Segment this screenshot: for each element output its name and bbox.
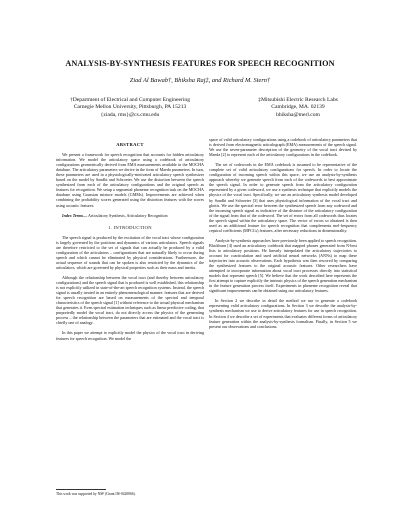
intro-paragraph: Although the relationship between the vocal tract (and thereby between articulatory configurations) and the speech signal that is produced is well established, this relationship is not explicitly utilized in state-of-the-art speech recognition systems. Instead, the speech signal is usually treated in an entirely phenomenological manner: features that are derived for speech recognition are based on measurements of the spectral and temporal characteristics of the speech signal [1] without reference to the actual physical mechanism that generates it. Even spectral estimation techniques such as linear predictive coding, that purportedly model the vocal tract, do not directly access the physics of the generating process – the relationship between the parameters that are estimated and the vocal tract is chiefly one of analogy. bbox=[56, 274, 204, 326]
intro-paragraph: In this paper we attempt to explicitly model the physics of the vocal tract in deriving features for speech recognition. We model the bbox=[56, 330, 204, 341]
abstract-heading: ABSTRACT bbox=[116, 142, 144, 147]
affiliation-line: Cambridge, MA. 02139 bbox=[271, 104, 325, 111]
footnote-divider bbox=[56, 489, 106, 490]
affiliation-line: †Department of Electrical and Computer Engineering bbox=[69, 97, 191, 103]
right-column bbox=[209, 137, 357, 329]
abstract-text: We present a framework for speech recognition that accounts for hidden articulatory information. We model the articulatory space using a codebook of articulatory configurations geometrically derived from EMA measurements available in the MOCHA database. The articulatory parameters we derive in the form of Maeda parameters. In turn, these parameters are used in a physiologically-motivated articulatory speech synthesizer based on the model by Sondhi and Schroeter. We use the distortion between the speech synthesized from each of the articulatory configurations and the original speech as features for recognition. We setup a segmental phoneme recognition task on the MOCHA database using Gaussian mixture models (GMMs). Improvements are achieved when combining the probability scores generated using the distortion features with the scores using acoustic features. bbox=[56, 152, 204, 208]
left-column bbox=[56, 135, 204, 341]
author-list: Ziad Al Bawab†, Bhiksha Raj‡, and Richard M. Stern† bbox=[129, 77, 271, 84]
body-paragraph: space of valid articulatory configurations using a codebook of articulatory parameters that is derived from electromagnetic articulograph (EMA) measurements of the speech signal. We use the seven-parameter description of the geometry of the vocal tract devised by Maeda [2] to represent each of the articulatory configurations in the codebook. bbox=[209, 137, 357, 158]
affiliation-line: ‡Mitsubishi Electric Research Labs bbox=[258, 97, 338, 103]
body-paragraph: The set of codewords in the EMA codebook is assumed to be representative of the complete set of valid articulatory configurations for speech. In order to locate the configuration of incoming speech within this space, we use an analysis-by-synthesis approach whereby we generate speech from each of the codewords to best approximate the speech signal. In order to generate speech from the articulatory configuration represented by a given codeword, we use a synthesis technique that explicitly models the physics of the vocal tract. Specifically, we use an articulatory synthesis model developed by Sondhi and Schroeter [3] that uses physiological information of the vocal tract and glottis. We use the spectral error between the synthesized speech from any codeword and the incoming speech signal as indicative of the distance of the articulatory configuration of the signal from that of the codeword. The set of errors from all codewords thus locates the speech signal within the articulatory space. The vector of errors so obtained is then used as an additional feature for speech recognition that complements mel-frequency cepstral coefficients (MFCCs) features, after necessary reductions in dimensionality. bbox=[209, 162, 357, 233]
affiliation-merl bbox=[238, 97, 358, 119]
affiliation-email: {ziada, rms}@cs.cmu.edu bbox=[100, 111, 160, 118]
body-paragraph: In Section 2 we describe in detail the method we use to generate a codebook representing valid articulatory configurations. In Section 3 we describe the analysis-by-synthesis mechanism we use to derive articulatory features for use in speech recognition. In Section 4 we describe a set of experiments that evaluates different forms of articulatory feature generation within the analysis-by-synthesis formalism. Finally, in Section 5 we present our observations and conclusions. bbox=[209, 298, 357, 329]
affiliation-email: bhiksha@merl.com bbox=[276, 111, 320, 118]
affiliation-line: Carnegie Mellon University, Pittsburgh, PA 15213 bbox=[73, 104, 187, 111]
body-paragraph: Analysis-by-synthesis approaches have previously been applied to speech recognition. Blackburn [4] used an articulatory codebook that mapped phones generated from N-best lists to articulatory positions. He linearly interpolated the articulatory trajectories to account for coarticulation and used artificial neural networks (ANNs) to map these trajectories into acoustic observations. Each hypothesis was then rescored by comparing the synthesized features to the original acoustic features. Other researchers have attempted to incorporate information about vocal tract processes directly into statistical models that represent speech [5]. We believe that the work described here represents the first attempt to capture explicitly the intrinsic physics of the speech generation mechanism in the feature generation process itself. Experiments in phoneme recognition reveal that significant improvements can be obtained using our articulatory features. bbox=[209, 237, 358, 294]
index-terms bbox=[56, 213, 204, 218]
funding-footnote: This work was supported by NSF (Grant IIS-0420866). bbox=[56, 492, 136, 496]
affiliation-cmu bbox=[55, 97, 205, 119]
intro-paragraph: The speech signal is produced by the excitation of the vocal tract whose configuration is largely governed by the positions and dynamics of various articulators. Speech signals are therefore restricted to the set of signals that can actually be produced by a valid configuration of the articulators – configurations that are naturally likely to occur during speech and which cannot be eliminated by physical considerations. Furthermore, the actual sequence of sounds that can be spoken is also restricted by the dynamics of the articulators, which are governed by physical properties such as their mass and inertia. bbox=[56, 234, 204, 270]
paper-title: ANALYSIS-BY-SYNTHESIS FEATURES FOR SPEECH RECOGNITION bbox=[65, 59, 335, 68]
abstract bbox=[56, 152, 204, 208]
index-terms-label: Index Terms— bbox=[62, 212, 88, 218]
section-heading: 1. INTRODUCTION bbox=[108, 224, 152, 230]
index-terms-text: Articulatory Synthesis, Articulatory Recognition bbox=[87, 212, 168, 218]
